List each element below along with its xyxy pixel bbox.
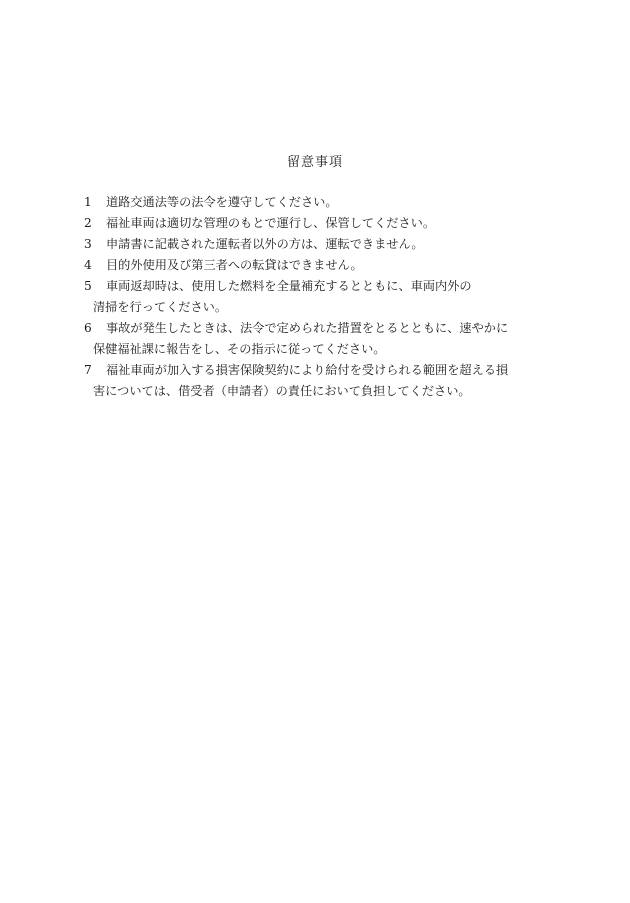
item-text: 目的外使用及び第三者への転貸はできません。 [106,258,363,272]
item-number: 3 [84,237,92,251]
list-item [84,318,554,360]
item-number: 6 [84,321,92,335]
item-number: 4 [84,258,92,272]
item-text: 福祉車両が加入する損害保険契約により給付を受けられる範囲を超える損 [106,363,509,377]
item-text-continuation: 保健福祉課に報告をし、その指示に従ってください。 [93,342,386,356]
list-item [84,234,554,255]
item-text: 車両返却時は、使用した燃料を全量補充するとともに、車両内外の [106,279,472,293]
list-item [84,360,554,402]
page-title: 留意事項 [286,155,343,170]
item-number: 7 [84,363,92,377]
item-number: 2 [84,216,92,230]
list-item [84,192,554,213]
item-text: 事故が発生したときは、法令で定められた措置をとるとともに、速やかに [106,321,509,335]
item-text: 申請書に記載された運転者以外の方は、運転できません。 [106,237,424,251]
notes-list [84,192,554,402]
item-text: 道路交通法等の法令を遵守してください。 [106,195,338,209]
item-text: 福祉車両は適切な管理のもとで運行し、保管してください。 [106,216,436,230]
list-item [84,213,554,234]
item-number: 5 [84,279,92,293]
item-text-continuation: 清掃を行ってください。 [93,300,228,314]
item-text-continuation: 害については、借受者（申請者）の責任において負担してください。 [93,384,471,398]
list-item [84,255,554,276]
list-item [84,276,554,318]
item-number: 1 [84,195,92,209]
